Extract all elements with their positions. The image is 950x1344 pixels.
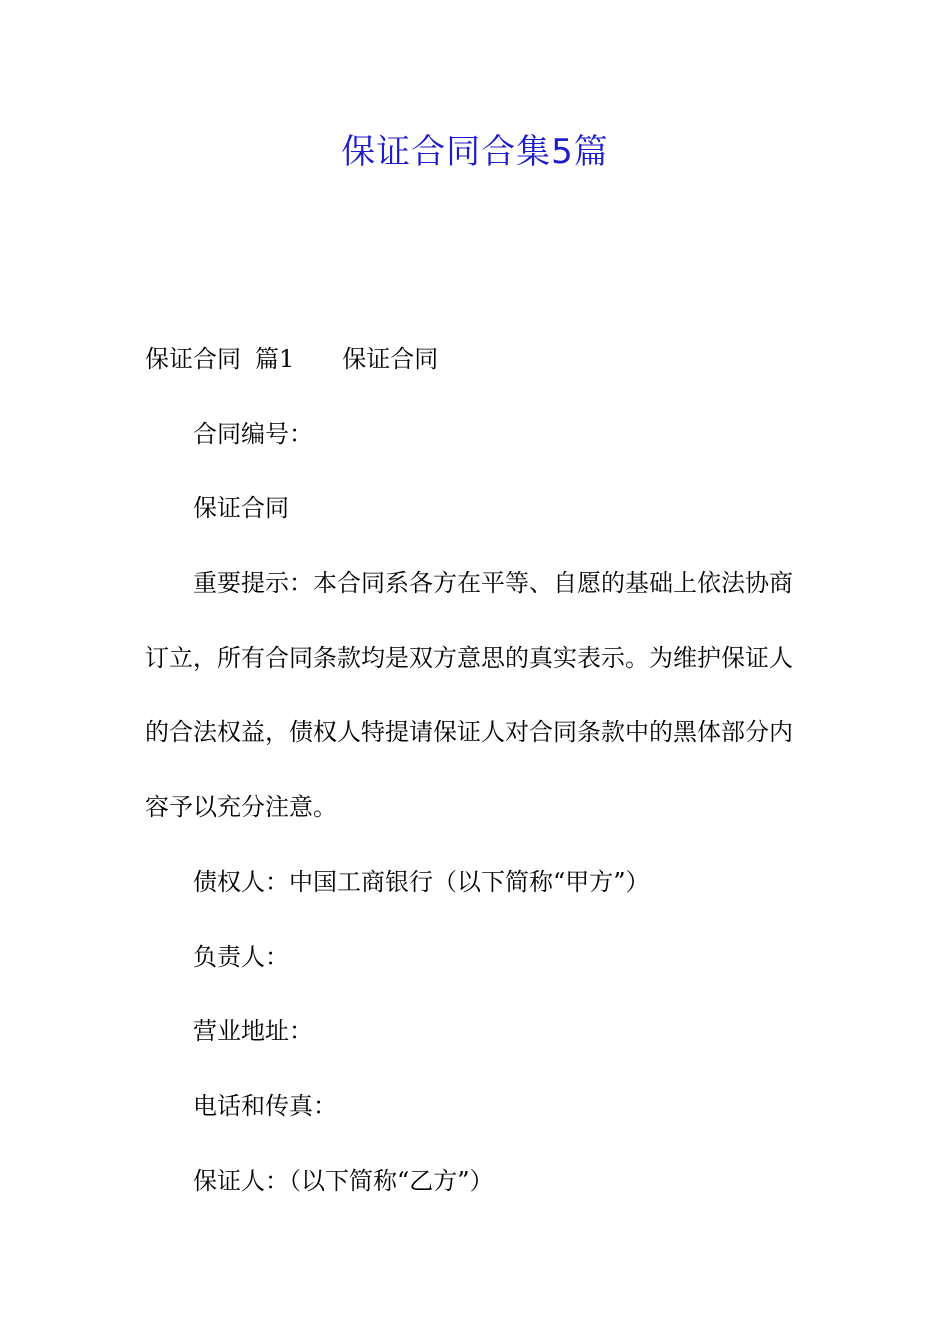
section-number: 篇1 — [255, 345, 295, 373]
creditor-line: 债权人：中国工商银行（以下简称“甲方”） — [193, 867, 650, 896]
phone-fax-label: 电话和传真： — [193, 1091, 337, 1120]
guarantor-line: 保证人：（以下简称“乙方”） — [193, 1166, 494, 1195]
section-heading-line — [145, 336, 815, 411]
contract-title: 保证合同 — [342, 345, 439, 373]
person-in-charge-label: 负责人： — [193, 942, 289, 971]
notice-line-3: 的合法权益，债权人特提请保证人对合同条款中的黑体部分内 — [145, 718, 793, 747]
contract-number-label: 合同编号： — [193, 419, 313, 448]
document-body — [145, 336, 815, 1232]
notice-line-1: 重要提示：本合同系各方在平等、自愿的基础上依法协商 — [193, 569, 793, 598]
business-address-label: 营业地址： — [193, 1017, 313, 1046]
contract-name: 保证合同 — [193, 494, 289, 523]
notice-line-2: 订立，所有合同条款均是双方意思的真实表示。为维护保证人 — [145, 643, 793, 672]
section-name: 保证合同 — [145, 345, 241, 373]
notice-line-4: 容予以充分注意。 — [145, 793, 337, 822]
document-title: 保证合同合集5篇 — [341, 132, 609, 172]
